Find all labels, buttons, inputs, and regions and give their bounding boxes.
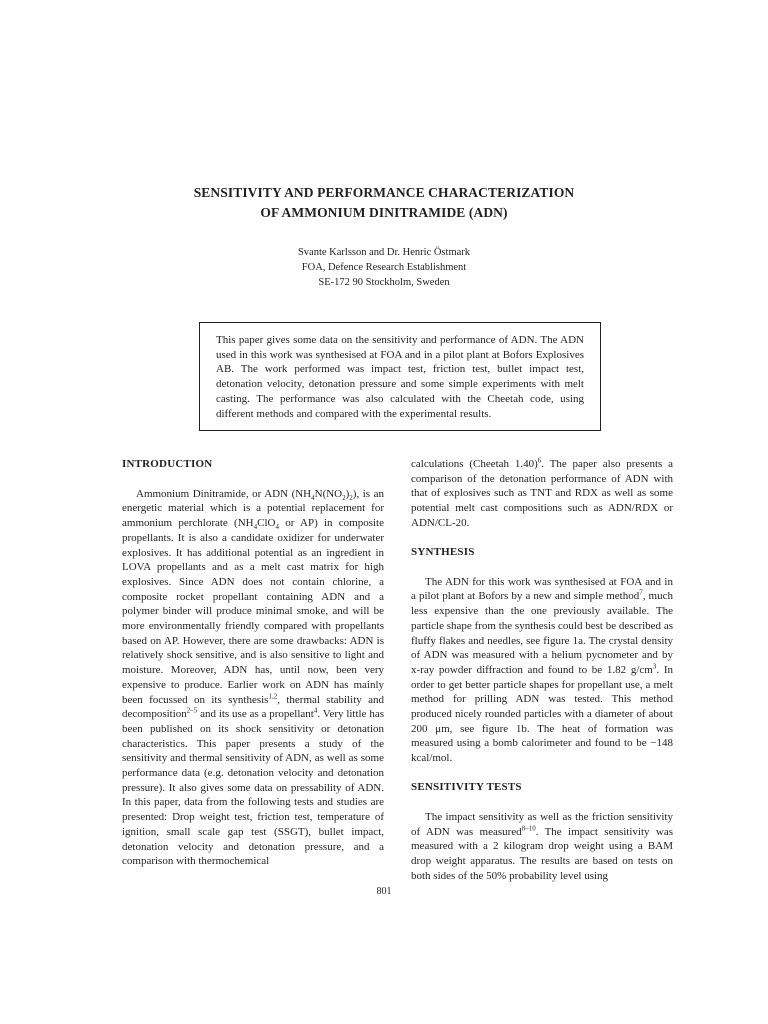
author-address: SE-172 90 Stockholm, Sweden — [318, 277, 450, 288]
author-affiliation: FOA, Defence Research Establishment — [301, 262, 467, 273]
introduction-paragraph: Ammonium Dinitramide, or ADN $(NH_4N(NO_2)_2)$, is an energetic material which is a potential replacement for ammonium perchlorate ($NH_4ClO_4$ or AP) in composite propellants. It is also a candidate oxidizer for underwater explosives. It has additional potential as an ingredient in LOVA propellants and as a melt cast matrix for high explosives. Since ADN does not contain chlorine, a composite rocket propellant containing ADN and a polymer binder will produce minimal smoke, and will be more environmentally friendly compared with propellants based on AP. However, there are some drawbacks: ADN is relatively shock sensitive, and is also sensitive to light and moisture. Moreover, ADN has, until now, been very expensive to produce. Earlier work on ADN has mainly been focussed on its synthesis$^{1,2}$, thermal stability and decomposition$^{2-5}$ and its use as a propellant$^4$. Very little has been published on its shock sensitivity or detonation characteristics. This paper presents a study of the sensitivity and thermal sensitivity of ADN, as well as some performance data (e.g. detonation velocity and detonation pressure). It also gives some data on pressability of ADN. In this paper, data from the following tests and studies are presented: Drop weight test, friction test, temperature of ignition, small scale gap test (SSGT), bullet impact, detonation velocity and detonation pressure, and a comparison with thermochemical — [122, 487, 384, 868]
abstract-box — [199, 322, 601, 431]
abstract-text: This paper gives some data on the sensitivity and performance of ADN. The ADN used in this work was synthesised at FOA and in a pilot plant at Bofors Explosives AB. The work performed was impact test, friction test, bullet impact test, detonation velocity, detonation pressure and some simple experiments with melt casting. The performance was also calculated with the Cheetah code, using different methods and compared with the experimental results. — [216, 334, 584, 420]
page-number: 801 — [376, 886, 392, 897]
paper-title — [0, 183, 768, 223]
author-block — [0, 245, 768, 290]
synthesis-heading: SYNTHESIS — [411, 546, 475, 559]
left-column — [122, 457, 384, 869]
sensitivity-heading: SENSITIVITY TESTS — [411, 781, 522, 794]
title-line-1: SENSITIVITY AND PERFORMANCE CHARACTERIZATION — [193, 185, 575, 200]
introduction-continuation: calculations (Cheetah 1.40)$^6$. The paper also presents a comparison of the detonation performance of ADN with that of explosives such as TNT and RDX as well as some potential melt cast compositions such as ADN/RDX or ADN/CL-20. — [411, 456, 673, 529]
author-names: Svante Karlsson and Dr. Henric Östmark — [297, 247, 471, 258]
introduction-heading: INTRODUCTION — [122, 458, 213, 470]
right-column — [411, 457, 673, 884]
sensitivity-paragraph: The impact sensitivity as well as the friction sensitivity of ADN was measured$^{8-10}$. The impact sensitivity was measured with a 2 kilogram drop weight using a BAM drop weight apparatus. The results are based on tests on both sides of the 50% probability level using — [411, 811, 673, 882]
synthesis-paragraph: The ADN for this work was synthesised at FOA and in a pilot plant at Bofors by a new and simple method$^7$, much less expensive than the one previously available. The particle shape from the synthesis could best be described as fluffy flakes and needles, see figure 1a. The crystal density of ADN was measured with a helium pycnometer and by x-ray powder diffraction and found to be 1.82 $g/cm^3$. In order to get better particle shapes for propellant use, a melt method for prilling ADN was tested. This method produced nicely rounded particles with a diameter of about 200 μm, see figure 1b. The heat of formation was measured using a bomb calorimeter and found to be −148 kcal/mol. — [411, 575, 673, 765]
title-line-2: OF AMMONIUM DINITRAMIDE (ADN) — [260, 205, 508, 220]
